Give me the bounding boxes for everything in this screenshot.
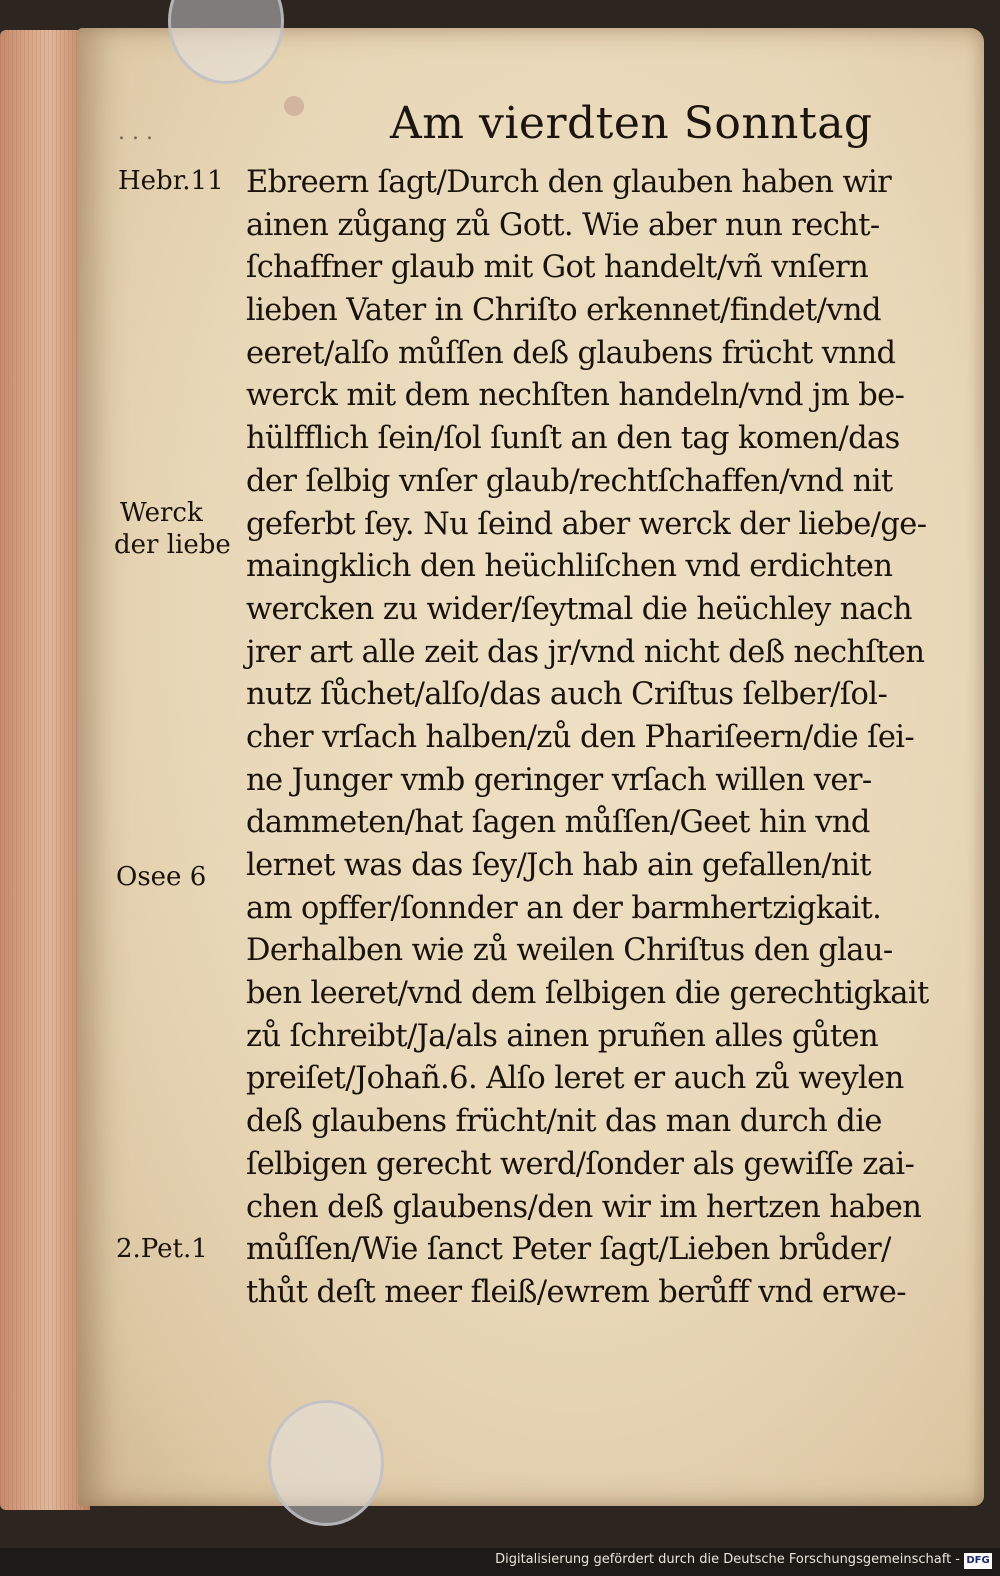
text-line: Ebreern ſagt/Durch den glauben haben wir bbox=[246, 165, 892, 200]
text-line: hülfflich ſein/ſol ſunſt an den tag komen/das bbox=[246, 421, 900, 457]
text-line: lernet was das ſey/Jch hab ain gefallen/nit bbox=[246, 848, 871, 883]
text-line: thůt deſt meer fleiß/ewrem berůff vnd erwe- bbox=[246, 1274, 906, 1310]
text-line: der ſelbig vnſer glaub/rechtſchaffen/vnd nit bbox=[246, 463, 893, 499]
text-line: maingklich den heüchliſchen vnd erdichten bbox=[246, 549, 893, 585]
text-line: preiſet/Johañ.6. Alſo leret er auch zů weylen bbox=[246, 1061, 904, 1097]
text-line: ſchaffner glaub mit Got handelt/vñ vnſern bbox=[246, 250, 869, 286]
text-line: ne Junger vmb geringer vrſach willen ver- bbox=[246, 762, 872, 798]
text-line: cher vrſach halben/zů den Phariſeern/die ſei- bbox=[246, 719, 915, 755]
margin-note-pet: 2.Pet.1 bbox=[116, 1234, 208, 1264]
margin-note-werck: Werck bbox=[120, 498, 203, 528]
bottom-page-clip bbox=[268, 1400, 384, 1526]
funding-credit: Digitalisierung gefördert durch die Deutsche Forschungsgemeinschaft - bbox=[495, 1552, 960, 1567]
text-line: nutz ſůchet/alſo/das auch Criſtus ſelber/ſol- bbox=[246, 677, 888, 713]
text-line: wercken zu wider/ſeytmal die heüchley nach bbox=[246, 591, 912, 627]
text-line: deß glaubens frücht/nit das man durch die bbox=[246, 1104, 882, 1140]
margin-note-der-liebe: der liebe bbox=[114, 530, 231, 560]
running-head: Am vierdten Sonntag bbox=[390, 98, 873, 149]
text-line: zů ſchreibt/Ja/als ainen pruñen alles gůten bbox=[246, 1018, 878, 1054]
text-line: ſelbigen gerecht werd/ſonder als gewiſſe zai- bbox=[246, 1146, 915, 1182]
running-head-marks: . . . bbox=[118, 120, 153, 145]
margin-note-hebr: Hebr.11 bbox=[118, 166, 224, 196]
text-line: lieben Vater in Chriſto erkennet/findet/vnd bbox=[246, 293, 881, 329]
text-line: jrer art alle zeit das jr/vnd nicht deß nechſten bbox=[246, 634, 925, 670]
text-line: werck mit dem nechſten handeln/vnd jm be- bbox=[246, 378, 905, 414]
page-stack-lines bbox=[0, 30, 90, 1510]
margin-note-osee: Osee 6 bbox=[116, 862, 207, 892]
text-line: geferbt ſey. Nu ſeind aber werck der liebe/ge- bbox=[246, 506, 927, 542]
text-line: chen deß glaubens/den wir im hertzen haben bbox=[246, 1189, 922, 1225]
text-line: eeret/alſo můſſen deß glaubens frücht vnnd bbox=[246, 335, 896, 371]
dfg-logo: DFG bbox=[964, 1553, 992, 1569]
text-line: ben leeret/vnd dem ſelbigen die gerechtigkait bbox=[246, 976, 929, 1012]
body-text bbox=[246, 162, 962, 1315]
text-line: ainen zůgang zů Gott. Wie aber nun recht- bbox=[246, 207, 880, 243]
text-line: Derhalben wie zů weilen Chriſtus den glau- bbox=[246, 933, 893, 969]
text-line: am opffer/ſonnder an der barmhertzigkait. bbox=[246, 890, 882, 926]
paper-stain bbox=[284, 96, 304, 116]
text-line: můſſen/Wie ſanct Peter ſagt/Lieben brůder/ bbox=[246, 1232, 891, 1268]
text-line: dammeten/hat ſagen můſſen/Geet hin vnd bbox=[246, 805, 870, 841]
